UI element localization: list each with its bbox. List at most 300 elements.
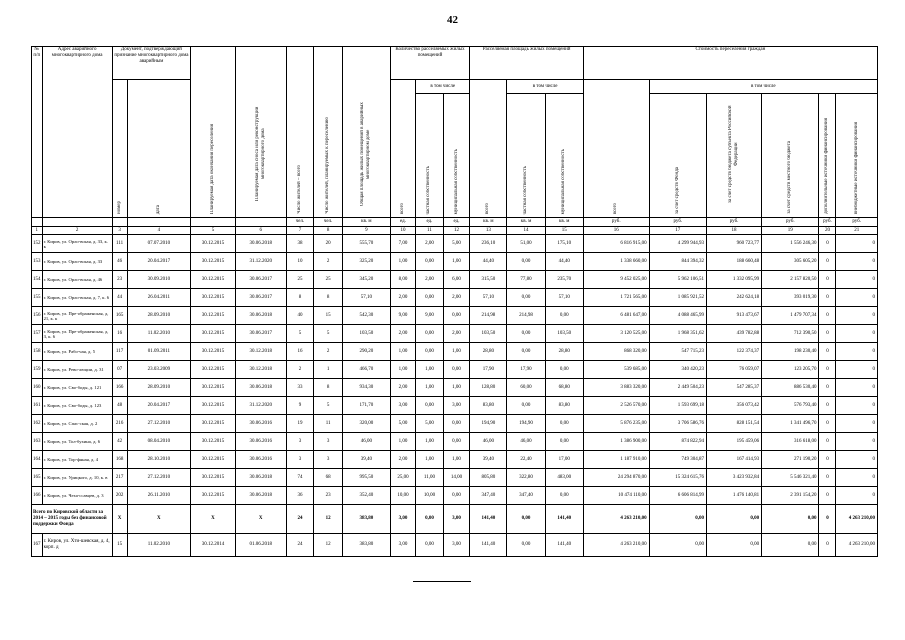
cell-res: 8 (286, 289, 314, 307)
cell-date: 20.04.2017 (127, 397, 191, 415)
cell-cost: 868 320,00 (583, 343, 649, 361)
cell-demo: 30.06.2018 (235, 379, 286, 397)
units-row (32, 218, 878, 227)
cell-fund: 0,00 (649, 505, 706, 534)
cell-date: 27.12.2010 (127, 415, 191, 433)
cell-demo: 30.06.2016 (235, 451, 286, 469)
cell-plan: 30.12.2015 (191, 469, 236, 487)
cell-address: г. Киров, ул. Орло-вская, д. 46 (42, 271, 112, 289)
cell-res: 40 (286, 307, 314, 325)
cell-res: 19 (286, 415, 314, 433)
cell-a-all: 44,40 (470, 253, 507, 271)
cell-a-mun: 44,40 (545, 253, 583, 271)
cell-loc: 2 157 820,50 (762, 271, 819, 289)
cell-address: г. Киров, ул. Рабо-чая, д. 5 (42, 343, 112, 361)
cell-add: 0 (819, 253, 836, 271)
cell-add: 0 (819, 397, 836, 415)
cell-a-mun: 83,80 (545, 397, 583, 415)
cell-reg: 1 476 140,81 (706, 487, 761, 505)
cell-ext: 0 (836, 271, 878, 289)
cell-plan: 30.12.2015 (191, 487, 236, 505)
cell-address: г. Киров, ул. Орло-вская, д. 33, к. к (42, 235, 112, 253)
cell-reg: 960 723,77 (706, 235, 761, 253)
table-row (32, 433, 878, 451)
cell-a-mun: 175,10 (545, 235, 583, 253)
header-document: Документ, подтверждающий признание многоквартирного дома аварийным (112, 47, 191, 80)
cell-cost: 1 338 660,00 (583, 253, 649, 271)
cell-area: 995,50 (342, 469, 390, 487)
cell-c-priv: 1,00 (416, 433, 444, 451)
footer-rule (413, 581, 471, 582)
cell-area: 103,50 (342, 325, 390, 343)
cell-add: 0 (819, 361, 836, 379)
unit-cell: руб. (706, 218, 761, 227)
table-row (32, 325, 878, 343)
header-doc-date: дата (127, 80, 191, 218)
cell-reg: 188 660,48 (706, 253, 761, 271)
cell-reg: 828 151,54 (706, 415, 761, 433)
cell-res: 5 (286, 325, 314, 343)
cell-a-priv: 0,00 (507, 505, 545, 534)
table-row (32, 235, 878, 253)
cell-ext: 0 (836, 415, 878, 433)
cell-a-mun: 0,00 (545, 307, 583, 325)
unit-cell: кв. м (507, 218, 545, 227)
cell-fund: 749 304,87 (649, 451, 706, 469)
cell-c-all: 1,00 (390, 343, 415, 361)
cell-c-mun: 1,00 (443, 343, 470, 361)
cell-a-priv: 17,90 (507, 361, 545, 379)
cell-date: 23.03.2009 (127, 361, 191, 379)
cell-demo: 01.06.2018 (235, 534, 286, 557)
cell-address: г. Киров, ул. Пре-ображенская, д. 3, к. 6 (42, 325, 112, 343)
table-row (32, 379, 878, 397)
cell-c-mun: 3,00 (443, 505, 470, 534)
cell-c-priv: 0,00 (416, 253, 444, 271)
column-number: 13 (470, 227, 507, 235)
cell-cost: 539 685,00 (583, 361, 649, 379)
cell-loc: 576 793,40 (762, 397, 819, 415)
column-number: 9 (342, 227, 390, 235)
cell-c-all: 1,00 (390, 433, 415, 451)
cell-doc: 46 (112, 253, 127, 271)
cell-loc: 393 019,30 (762, 289, 819, 307)
cell-doc: 16 (112, 325, 127, 343)
header-count-municipal: муниципальная собственность (443, 94, 470, 218)
cell-reg: 439 782,88 (706, 325, 761, 343)
table-row (32, 307, 878, 325)
cell-address: г. Киров, ул. Хти-шевская, д. 4, корп. д (42, 534, 112, 557)
header-residents-total: Число жителей – всего (286, 47, 314, 218)
page-number: 42 (447, 14, 458, 26)
cell-add: 0 (819, 505, 836, 534)
column-number: 2 (42, 227, 112, 235)
cell-c-all: 3,00 (390, 534, 415, 557)
unit-cell: кв. м (545, 218, 583, 227)
cell-date: 20.04.2017 (127, 253, 191, 271)
header-cost-local: за счет средств местного бюджета (762, 94, 819, 218)
unit-cell: чел. (286, 218, 314, 227)
cell-address: г. Киров, ул. Спас-ская, д. 2 (42, 415, 112, 433)
cell-area: 352,40 (342, 487, 390, 505)
cell-row-number: 167 (32, 534, 43, 557)
cell-address: г. Киров, ул. Тор-фяная, д. 4 (42, 451, 112, 469)
cell-date: 26.11.2010 (127, 487, 191, 505)
cell-row-number: 162 (32, 415, 43, 433)
cell-add: 0 (819, 534, 836, 557)
cell-address: г. Киров, ул. Чеха-ссавцев, д. 3 (42, 487, 112, 505)
cell-reg: 1 332 095,99 (706, 271, 761, 289)
cell-a-all: 39,40 (470, 451, 507, 469)
column-number: 16 (583, 227, 649, 235)
cell-doc: X (112, 505, 127, 534)
cell-loc: 123 205,70 (762, 361, 819, 379)
cell-plan: 30.12.2015 (191, 253, 236, 271)
unit-cell: ед. (416, 218, 444, 227)
cell-add: 0 (819, 235, 836, 253)
cell-cost: 6 816 915,00 (583, 235, 649, 253)
cell-address: г. Киров, ул. Орло-вская, д. 7, к. 6 (42, 289, 112, 307)
cell-row-number: 155 (32, 289, 43, 307)
table-row (32, 271, 878, 289)
cell-plan: 30.12.2015 (191, 271, 236, 289)
cell-area: 345,20 (342, 271, 390, 289)
cell-plan: 30.12.2015 (191, 307, 236, 325)
cell-c-priv: 1,00 (416, 361, 444, 379)
cell-fund: 5 962 106,51 (649, 271, 706, 289)
cell-add: 0 (819, 289, 836, 307)
cell-address: г. Киров, ул. Тол-бухина, д. 6 (42, 433, 112, 451)
cell-date: 28.09.2010 (127, 307, 191, 325)
cell-area: 466,70 (342, 361, 390, 379)
cell-c-mun: 6,00 (443, 271, 470, 289)
cell-area: 320,00 (342, 415, 390, 433)
cell-a-mun: 103,50 (545, 325, 583, 343)
cell-a-all: 141,40 (470, 505, 507, 534)
unit-cell: кв. м (342, 218, 390, 227)
cell-address: г. Киров, ул. Рево-люции, д. 31 (42, 361, 112, 379)
cell-c-priv: 0,00 (416, 325, 444, 343)
cell-cost: 1 721 565,00 (583, 289, 649, 307)
cell-address: г. Киров, ул. Орло-вская, д. 33 (42, 253, 112, 271)
column-number: 11 (416, 227, 444, 235)
cell-a-mun: 483,00 (545, 469, 583, 487)
cell-c-all: 1,00 (390, 253, 415, 271)
cell-c-priv: 10,00 (416, 487, 444, 505)
column-number: 15 (545, 227, 583, 235)
cell-c-all: 2,00 (390, 289, 415, 307)
column-number: 21 (836, 227, 878, 235)
cell-add: 0 (819, 271, 836, 289)
unit-cell: руб. (649, 218, 706, 227)
cell-loc: 5 546 321,40 (762, 469, 819, 487)
cell-c-all: 3,00 (390, 505, 415, 534)
cell-loc: 712 390,50 (762, 325, 819, 343)
cell-c-mun: 0,00 (443, 433, 470, 451)
cell-res: 25 (286, 271, 314, 289)
cell-a-priv: 0,00 (507, 253, 545, 271)
cell-ext: 0 (836, 253, 878, 271)
unit-cell: ед. (443, 218, 470, 227)
cell-reg: 242 624,18 (706, 289, 761, 307)
table-row (32, 289, 878, 307)
cell-a-mun: 0,00 (545, 433, 583, 451)
cell-a-priv: 194,90 (507, 415, 545, 433)
cell-a-priv: 0,00 (507, 343, 545, 361)
cell-a-all: 57,10 (470, 289, 507, 307)
cell-area: 325,20 (342, 253, 390, 271)
total-label: Всего по Кировской области за 2014 – 2015 годы без финансовой поддержки Фонда (32, 505, 113, 534)
unit-cell: руб. (819, 218, 836, 227)
cell-res: 74 (286, 469, 314, 487)
cell-a-priv: 214,98 (507, 307, 545, 325)
cell-a-priv: 0,00 (507, 397, 545, 415)
unit-cell: кв. м (470, 218, 507, 227)
cell-c-mun: 1,00 (443, 379, 470, 397)
cell-loc: 198 230,40 (762, 343, 819, 361)
cell-plan: 30.12.2015 (191, 343, 236, 361)
column-number: 8 (314, 227, 343, 235)
cell-area: 555,70 (342, 235, 390, 253)
cell-cost: 24 294 870,00 (583, 469, 649, 487)
header-planned-demolish: Планируемая дата сноса или реконструкции многоквартирного дома (235, 47, 286, 218)
cell-c-priv: 0,00 (416, 505, 444, 534)
cell-fund: 0,00 (649, 534, 706, 557)
cell-cost: 10 474 110,00 (583, 487, 649, 505)
cell-plan: 30.12.2015 (191, 289, 236, 307)
cell-address: г. Киров, ул. Сво-боды, д. 121 (42, 379, 112, 397)
header-cost-fund: за счет средств Фонда (649, 94, 706, 218)
cell-cost: 2 526 570,00 (583, 397, 649, 415)
header-area-resettled: Расселяемая площадь жилых помещений (470, 47, 584, 80)
cell-a-all: 805,80 (470, 469, 507, 487)
cell-c-priv: 0,00 (416, 534, 444, 557)
table-row (32, 534, 878, 557)
cell-reg: 76 059,07 (706, 361, 761, 379)
cell-a-all: 236,10 (470, 235, 507, 253)
cell-c-all: 1,00 (390, 361, 415, 379)
header-cost: Стоимость переселения граждан (583, 47, 877, 80)
column-number: 3 (112, 227, 127, 235)
cell-doc: 111 (112, 235, 127, 253)
cell-res: 24 (286, 534, 314, 557)
cell-res: 16 (286, 343, 314, 361)
column-number: 7 (286, 227, 314, 235)
cell-c-mun: 0,00 (443, 361, 470, 379)
cell-demo: 30.06.2018 (235, 235, 286, 253)
cell-cost: 1 386 900,00 (583, 433, 649, 451)
cell-c-mun: 1,00 (443, 451, 470, 469)
cell-doc: 166 (112, 379, 127, 397)
cell-loc: 1 479 707,34 (762, 307, 819, 325)
cell-demo: 30.06.2017 (235, 271, 286, 289)
cell-res: 36 (286, 487, 314, 505)
cell-fund: 1 593 699,18 (649, 397, 706, 415)
cell-a-all: 214,98 (470, 307, 507, 325)
cell-date: 08.04.2010 (127, 433, 191, 451)
cell-ext: 4 263 210,00 (836, 505, 878, 534)
cell-reg: 913 473,67 (706, 307, 761, 325)
cell-area: 290,20 (342, 343, 390, 361)
cell-area: 383,80 (342, 534, 390, 557)
cell-resp: 20 (314, 235, 343, 253)
cell-res: 3 (286, 451, 314, 469)
cell-date: 26.04.2011 (127, 289, 191, 307)
table-row (32, 451, 878, 469)
header-num: № п/п (32, 47, 43, 218)
cell-area: 383,80 (342, 505, 390, 534)
cell-a-mun: 0,00 (545, 487, 583, 505)
cell-fund: 15 324 615,76 (649, 469, 706, 487)
cell-plan: 30.12.2015 (191, 361, 236, 379)
cell-demo: 31.12.2020 (235, 253, 286, 271)
cell-doc: 48 (112, 397, 127, 415)
table-row (32, 253, 878, 271)
cell-add: 0 (819, 325, 836, 343)
cell-resp: 11 (314, 415, 343, 433)
cell-a-all: 141,40 (470, 534, 507, 557)
cell-a-mun: 68,80 (545, 379, 583, 397)
cell-fund: 6 606 814,99 (649, 487, 706, 505)
table-row (32, 397, 878, 415)
cell-demo: 30.06.2017 (235, 325, 286, 343)
cell-loc: 886 530,40 (762, 379, 819, 397)
cell-fund: 4 088 465,99 (649, 307, 706, 325)
cell-plan: 30.12.2015 (191, 235, 236, 253)
cell-a-priv: 0,00 (507, 325, 545, 343)
column-number: 6 (235, 227, 286, 235)
header-count-total: всего (390, 80, 415, 218)
column-number: 4 (127, 227, 191, 235)
cell-cost: 4 263 210,00 (583, 505, 649, 534)
cell-date: X (127, 505, 191, 534)
cell-a-all: 46,00 (470, 433, 507, 451)
table-body (32, 47, 878, 557)
column-number: 19 (762, 227, 819, 235)
cell-c-priv: 1,00 (416, 451, 444, 469)
cell-c-mun: 1,00 (443, 253, 470, 271)
cell-row-number: 160 (32, 379, 43, 397)
table-row (32, 415, 878, 433)
cell-add: 0 (819, 379, 836, 397)
cell-a-mun: 0,00 (545, 361, 583, 379)
cell-c-priv: 0,00 (416, 289, 444, 307)
cell-demo: 30.12.2018 (235, 343, 286, 361)
cell-plan: 30.12.2015 (191, 451, 236, 469)
cell-ext: 0 (836, 487, 878, 505)
cell-doc: 217 (112, 469, 127, 487)
cell-demo: 30.06.2016 (235, 433, 286, 451)
cell-reg: 167 414,93 (706, 451, 761, 469)
cell-resp: 5 (314, 325, 343, 343)
cell-ext: 0 (836, 397, 878, 415)
cell-c-mun: 0,00 (443, 307, 470, 325)
cell-fund: 547 715,23 (649, 343, 706, 361)
cell-doc: 168 (112, 451, 127, 469)
cell-resp: 12 (314, 505, 343, 534)
cell-ext: 0 (836, 307, 878, 325)
column-number: 17 (649, 227, 706, 235)
cell-ext: 0 (836, 433, 878, 451)
cell-fund: 1 085 921,52 (649, 289, 706, 307)
cell-reg: 122 374,37 (706, 343, 761, 361)
cell-doc: 23 (112, 271, 127, 289)
cell-resp: 1 (314, 361, 343, 379)
cell-row-number: 165 (32, 469, 43, 487)
cell-demo: 30.12.2018 (235, 361, 286, 379)
header-cost-regional: за счет средств бюджета субъекта Российской Федерации (706, 94, 761, 218)
cell-a-priv: 46,00 (507, 433, 545, 451)
unit-cell: чел. (314, 218, 343, 227)
cell-cost: 6 481 647,00 (583, 307, 649, 325)
cell-a-priv: 322,80 (507, 469, 545, 487)
header-cost-additional: дополнительные источники финансирования (819, 94, 836, 218)
cell-date: 11.02.2010 (127, 534, 191, 557)
header-area-municipal: муниципальная собственность (545, 94, 583, 218)
cell-plan: 30.12.2015 (191, 433, 236, 451)
cell-row-number: 161 (32, 397, 43, 415)
table-row (32, 343, 878, 361)
cell-doc: 117 (112, 343, 127, 361)
cell-resp: 2 (314, 253, 343, 271)
cell-address: г. Киров, ул. Урицкого, д. 10, к. в (42, 469, 112, 487)
cell-a-mun: 235,70 (545, 271, 583, 289)
header-count-private: частная собственность (416, 94, 444, 218)
cell-a-mun: 28,80 (545, 343, 583, 361)
cell-date: 28.10.2010 (127, 451, 191, 469)
column-number: 10 (390, 227, 415, 235)
cell-demo: 30.06.2016 (235, 415, 286, 433)
cell-resp: 23 (314, 487, 343, 505)
cell-c-all: 2,00 (390, 451, 415, 469)
cell-demo: 30.06.2018 (235, 307, 286, 325)
cell-row-number: 158 (32, 343, 43, 361)
column-number-row (32, 227, 878, 235)
column-number: 18 (706, 227, 761, 235)
cell-plan: 30.12.2015 (191, 397, 236, 415)
header-total-area: Общая площадь жилых помещений в аварийных многоквартирном доме (342, 47, 390, 218)
cell-resp: 68 (314, 469, 343, 487)
cell-c-priv: 11,00 (416, 469, 444, 487)
cell-c-all: 2,00 (390, 379, 415, 397)
cell-c-mun: 0,00 (443, 415, 470, 433)
cell-demo: 30.06.2018 (235, 469, 286, 487)
cell-ext: 0 (836, 469, 878, 487)
cell-resp: 3 (314, 433, 343, 451)
cell-res: 2 (286, 361, 314, 379)
cell-cost: 5 876 235,00 (583, 415, 649, 433)
cell-ext: 0 (836, 235, 878, 253)
cell-a-all: 128,80 (470, 379, 507, 397)
cell-date: 01.09.2011 (127, 343, 191, 361)
cell-a-all: 194,90 (470, 415, 507, 433)
cell-plan: 30.12.2014 (191, 534, 236, 557)
cell-c-all: 10,00 (390, 487, 415, 505)
cell-c-priv: 2,00 (416, 235, 444, 253)
cell-resp: 12 (314, 534, 343, 557)
cell-c-all: 7,00 (390, 235, 415, 253)
cell-a-priv: 347,40 (507, 487, 545, 505)
cell-c-mun: 0,00 (443, 487, 470, 505)
cell-c-all: 5,00 (390, 415, 415, 433)
cell-resp: 5 (314, 397, 343, 415)
cell-resp: 3 (314, 451, 343, 469)
header-cost-incl: в том числе (649, 80, 877, 94)
cell-a-mun: 141,40 (545, 534, 583, 557)
header-planned-resettle: Планируемая дата окончания переселения (191, 47, 236, 218)
cell-c-priv: 0,00 (416, 343, 444, 361)
cell-row-number: 153 (32, 253, 43, 271)
